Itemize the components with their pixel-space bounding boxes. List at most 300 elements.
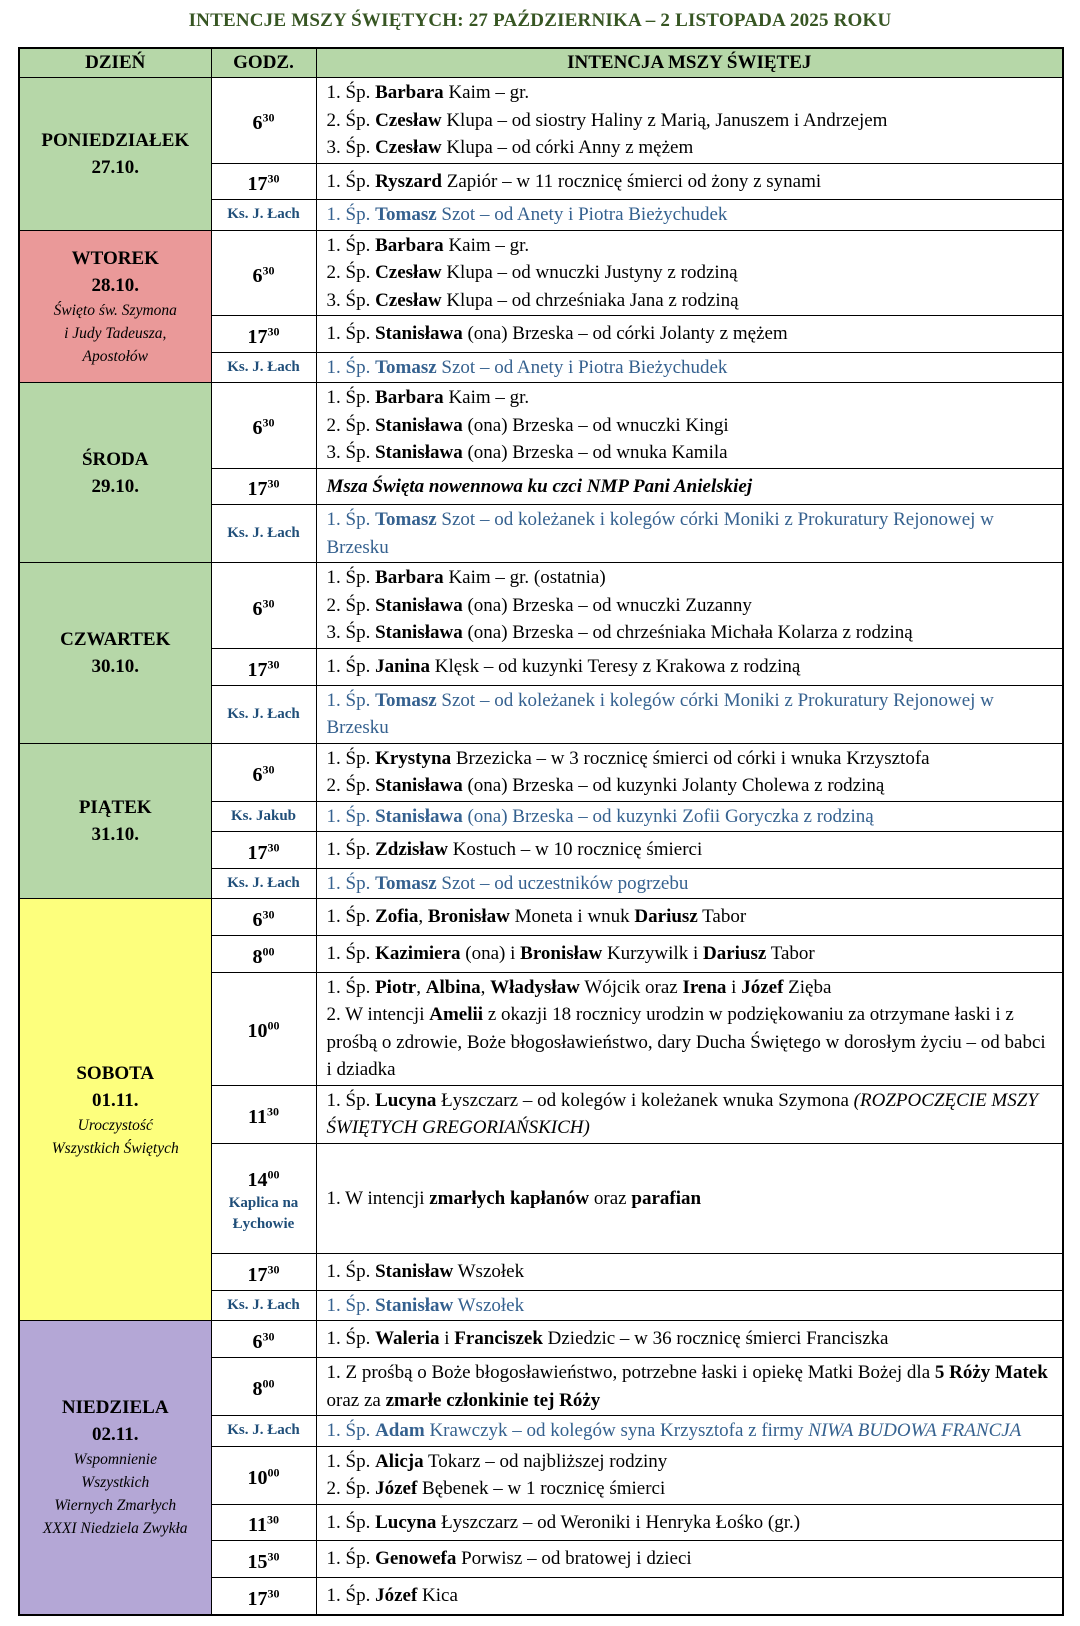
intention-line xyxy=(327,803,1053,831)
intention-line xyxy=(327,1185,1053,1213)
text-segment: Dziedzic – w 36 rocznicę śmierci Franciszka xyxy=(542,1328,889,1350)
time-cell xyxy=(211,505,316,563)
intention-line xyxy=(327,1448,1053,1476)
text-segment: oraz xyxy=(589,1187,632,1209)
intention-line xyxy=(327,1087,1053,1142)
text-segment: Kaim – gr. (ostatnia) xyxy=(443,567,606,589)
text-segment: Kostuch – w 10 rocznicę śmierci xyxy=(447,839,703,861)
day-cell xyxy=(19,1321,211,1615)
intention-line xyxy=(327,1001,1053,1084)
day-subtitle: Wspomnienie xyxy=(73,1451,157,1469)
text-segment: Bronisław xyxy=(427,906,510,928)
intention-cell xyxy=(316,163,1063,200)
day-subtitle: Wszystkich Świętych xyxy=(51,1139,179,1157)
intention-cell xyxy=(316,801,1063,832)
mass-intentions-table xyxy=(18,47,1064,1616)
text-segment: , xyxy=(416,976,426,998)
time-hour: $6^{30}$ xyxy=(252,263,275,287)
intention-line xyxy=(327,287,1053,315)
day-subtitle: i Judy Tadeusza, xyxy=(64,324,167,342)
time-hour: $6^{30}$ xyxy=(252,595,275,620)
text-segment: 1. Śp. xyxy=(326,805,376,827)
text-segment: i xyxy=(726,976,742,998)
intention-line xyxy=(327,1582,1053,1610)
header-time: GODZ. xyxy=(211,48,316,78)
text-segment: Lucyna xyxy=(375,1511,437,1533)
text-segment: (ona) Brzeska – od kuzynki Zofii Goryczka z rodziną xyxy=(462,805,874,827)
time-hour: $11^{30}$ xyxy=(248,1512,279,1537)
priest-label: Ks. J. Łach xyxy=(227,1422,300,1439)
intention-line xyxy=(327,1258,1053,1286)
intention-cell xyxy=(316,1085,1063,1143)
intention-cell xyxy=(316,1143,1063,1254)
text-segment: Szot – od koleżanek i kolegów córki Moniki z Prokuratury Rejonowej w Brzesku xyxy=(326,689,994,739)
text-segment: Klęsk – od kuzynki Teresy z Krakowa z rodziną xyxy=(430,656,801,678)
intention-line xyxy=(327,870,1053,898)
time-minutes: 30 xyxy=(267,171,280,186)
text-segment: 1. Śp. xyxy=(326,1294,376,1316)
text-segment: Łyszczarz – od Weroniki i Henryka Łośko (gr.) xyxy=(436,1511,801,1533)
text-segment: Zapiór – w 11 rocznicę śmierci od żony z synami xyxy=(441,170,822,192)
text-segment: Władysław xyxy=(490,976,580,998)
text-segment: Szot – od uczestników pogrzebu xyxy=(436,872,689,894)
intention-line xyxy=(327,79,1053,107)
text-segment: Kaim – gr. xyxy=(443,82,530,103)
intention-cell xyxy=(316,200,1063,231)
intention-line xyxy=(327,439,1053,467)
day-name: WTOREK xyxy=(71,247,159,269)
day-name: CZWARTEK xyxy=(60,629,171,651)
time-value xyxy=(216,756,312,788)
intention-cell xyxy=(316,1504,1063,1541)
time-value xyxy=(216,1459,312,1491)
intention-line xyxy=(327,653,1053,681)
text-segment: 1. Śp. xyxy=(326,1261,376,1283)
day-date: 28.10. xyxy=(91,274,139,296)
text-segment: Wszołek xyxy=(453,1294,525,1316)
day-date: 31.10. xyxy=(91,823,139,845)
time-value xyxy=(216,1256,312,1288)
time-minutes: 30 xyxy=(267,1549,280,1564)
text-segment: 1. Śp. xyxy=(326,943,376,965)
time-cell xyxy=(211,1416,316,1447)
time-value xyxy=(216,1323,312,1355)
text-segment: Stanisława xyxy=(375,805,463,827)
time-cell xyxy=(211,352,316,383)
text-segment: Barbara xyxy=(375,387,444,409)
time-minutes: 30 xyxy=(262,263,275,278)
text-segment: zmarłych kapłanów xyxy=(429,1187,590,1209)
day-name: SOBOTA xyxy=(76,1062,155,1084)
day-date: 29.10. xyxy=(91,475,139,497)
text-segment: Szot – od Anety i Piotra Bieżychudek xyxy=(436,356,728,378)
text-segment: Łyszczarz – od kolegów i koleżanek wnuka Szymona xyxy=(436,1089,854,1111)
text-segment: 1. Śp. xyxy=(326,976,376,998)
time-cell xyxy=(211,972,316,1085)
time-value xyxy=(216,104,312,136)
intention-line xyxy=(327,772,1053,800)
time-minutes: 30 xyxy=(267,476,280,491)
text-segment: Waleria xyxy=(375,1328,440,1350)
time-value xyxy=(216,651,312,683)
time-hour: $17^{30}$ xyxy=(247,1262,280,1286)
time-cell xyxy=(211,1577,316,1614)
text-segment: 1. Śp. xyxy=(326,356,376,378)
day-cell xyxy=(19,230,211,383)
text-segment: (ona) Brzeska – od wnuka Kamila xyxy=(462,442,728,464)
time-cell xyxy=(211,832,316,869)
intention-cell xyxy=(316,505,1063,563)
text-segment: Józef xyxy=(375,1584,418,1606)
intention-cell xyxy=(316,1254,1063,1291)
text-segment: Klupa – od wnuczki Justyny z rodziną xyxy=(441,262,738,284)
table-body xyxy=(19,78,1063,1615)
time-minutes: 30 xyxy=(262,595,275,610)
day-name: PONIEDZIAŁEK xyxy=(41,129,190,151)
text-segment: Czesław xyxy=(375,137,442,158)
intention-line xyxy=(327,1417,1053,1445)
text-segment: 1. Śp. xyxy=(326,1548,376,1570)
intention-line xyxy=(327,232,1053,260)
time-value xyxy=(216,257,312,289)
text-segment: Kaim – gr. xyxy=(443,387,530,409)
intention-line xyxy=(327,354,1053,382)
text-segment: (ona) Brzeska – od córki Jolanty z mężem xyxy=(462,323,788,345)
intention-line xyxy=(327,1292,1053,1320)
text-segment: 1. Śp. xyxy=(326,1584,376,1606)
time-cell xyxy=(211,468,316,505)
time-cell xyxy=(211,163,316,200)
text-segment: Zofia xyxy=(375,906,419,928)
intention-line xyxy=(327,320,1053,348)
day-subtitle: Wiernych Zmarłych xyxy=(54,1497,177,1515)
table-row xyxy=(19,743,1063,801)
text-segment: Krystyna xyxy=(375,747,452,769)
priest-label: Kaplica na Łychowie xyxy=(228,1195,299,1233)
intention-line xyxy=(327,564,1053,592)
text-segment: Kazimiera xyxy=(375,943,461,965)
intention-cell xyxy=(316,468,1063,505)
time-hour: $17^{30}$ xyxy=(247,476,280,501)
day-cell xyxy=(19,899,211,1321)
time-hour: $6^{30}$ xyxy=(252,762,275,786)
table-row xyxy=(19,383,1063,469)
time-minutes: 30 xyxy=(262,762,275,777)
text-segment: Klupa – od siostry Haliny z Marią, Januszem i Andrzejem xyxy=(441,109,888,131)
text-segment: 2. Śp. xyxy=(326,262,376,284)
time-cell xyxy=(211,1504,316,1541)
text-segment: Tomasz xyxy=(375,872,437,894)
time-cell xyxy=(211,1143,316,1254)
time-cell xyxy=(211,383,316,469)
time-value xyxy=(216,1371,312,1403)
time-value xyxy=(216,1507,312,1539)
time-minutes: 00 xyxy=(267,1018,280,1033)
text-segment: Barbara xyxy=(375,567,444,589)
text-segment: z okazji 18 rocznicy urodzin w podziękowaniu za otrzymane łaski i z prośbą o zdrowie, Boże błogosławieństwo, dary Ducha Świętego w dorosłym życiu – od babci i dziadka xyxy=(326,1004,1046,1081)
time-minutes: 30 xyxy=(267,1585,280,1600)
time-minutes: 30 xyxy=(267,1262,280,1277)
time-cell xyxy=(211,935,316,972)
time-cell xyxy=(211,1085,316,1143)
time-cell xyxy=(211,200,316,231)
text-segment: 1. Śp. xyxy=(326,509,376,531)
table-row xyxy=(19,563,1063,649)
text-segment: , xyxy=(418,906,428,928)
text-segment: Józef xyxy=(375,1478,418,1500)
intention-line xyxy=(327,506,1053,561)
intention-cell xyxy=(316,316,1063,353)
priest-label: Ks. J. Łach xyxy=(227,359,300,376)
text-segment: Albina xyxy=(425,976,481,998)
time-cell xyxy=(211,1358,316,1416)
time-cell xyxy=(211,563,316,649)
text-segment: Tomasz xyxy=(375,356,437,378)
text-segment: 1. Śp. xyxy=(326,323,376,345)
intention-cell xyxy=(316,832,1063,869)
intention-line xyxy=(327,134,1053,162)
text-segment: 1. Śp. xyxy=(326,204,376,226)
intention-line xyxy=(327,168,1053,196)
text-segment: (ona) Brzeska – od chrześniaka Michała Kolarza z rodziną xyxy=(462,622,913,644)
intention-line xyxy=(327,592,1053,620)
text-segment: parafian xyxy=(631,1187,702,1209)
text-segment: Stanisława xyxy=(375,442,463,464)
time-minutes: 30 xyxy=(262,1329,275,1344)
time-cell xyxy=(211,1290,316,1321)
text-segment: 1. Z prośbą o Boże błogosławieństwo, potrzebne łaski i opiekę Matki Bożej dla xyxy=(326,1362,935,1384)
text-segment: 3. Śp. xyxy=(326,289,376,311)
priest-label: Ks. J. Łach xyxy=(227,1297,300,1314)
text-segment: 1. Śp. xyxy=(326,82,376,103)
time-value xyxy=(216,1580,312,1612)
table-header xyxy=(19,48,1063,78)
text-segment: Zdzisław xyxy=(375,839,448,861)
day-subtitle: Święto św. Szymona xyxy=(53,301,177,319)
time-hour: $6^{30}$ xyxy=(252,110,275,135)
text-segment: 1. Śp. xyxy=(326,1089,376,1111)
text-segment: 1. Śp. xyxy=(326,656,376,678)
intention-line xyxy=(327,687,1053,742)
text-segment: 1. Śp. xyxy=(326,1450,376,1472)
text-segment: Franciszek xyxy=(454,1328,543,1350)
time-minutes: 30 xyxy=(267,656,280,671)
time-cell xyxy=(211,1446,316,1504)
time-value xyxy=(216,1098,312,1130)
text-segment: Barbara xyxy=(375,82,444,103)
day-name: NIEDZIELA xyxy=(61,1397,169,1419)
intention-cell xyxy=(316,972,1063,1085)
header-row xyxy=(19,48,1063,78)
time-cell xyxy=(211,316,316,353)
time-cell xyxy=(211,1321,316,1358)
time-hour: $10^{00}$ xyxy=(247,1465,280,1489)
text-segment: 1. Śp. xyxy=(326,170,376,192)
intention-cell xyxy=(316,1416,1063,1447)
text-segment: Stanisława xyxy=(375,414,463,436)
day-date: 30.10. xyxy=(91,656,139,678)
priest-label: Ks. J. Łach xyxy=(227,875,300,892)
time-hour: $17^{30}$ xyxy=(247,656,280,681)
day-date: 01.11. xyxy=(92,1089,139,1111)
intention-line xyxy=(327,974,1053,1002)
text-segment: 1. Śp. xyxy=(326,567,376,589)
text-segment: Stanisława xyxy=(375,323,463,345)
intention-cell xyxy=(316,383,1063,469)
priest-label: Ks. Jakub xyxy=(230,807,297,824)
text-segment: 2. Śp. xyxy=(326,594,376,616)
text-segment: Bronisław xyxy=(520,943,603,965)
text-segment: Lucyna xyxy=(375,1089,437,1111)
time-cell xyxy=(211,868,316,899)
time-hour: $6^{30}$ xyxy=(252,907,275,931)
priest-label: Ks. J. Łach xyxy=(227,206,300,223)
text-segment: Amelii xyxy=(429,1004,484,1026)
text-segment: 3. Śp. xyxy=(326,622,376,644)
day-subtitle: Uroczystość xyxy=(77,1116,153,1134)
time-hour: $14^{00}$ xyxy=(247,1167,280,1192)
day-date: 27.10. xyxy=(91,156,139,178)
text-segment: Stanisław xyxy=(375,1261,454,1283)
text-segment: Piotr xyxy=(375,976,417,998)
time-minutes: 30 xyxy=(267,324,280,339)
text-segment: Czesław xyxy=(375,289,442,311)
text-segment: Tabor xyxy=(697,906,747,928)
text-segment: (ona) Brzeska – od wnuczki Kingi xyxy=(462,414,729,436)
text-segment: (ROZPOCZĘCIE MSZY ŚWIĘTYCH GREGORIAŃSKICH) xyxy=(326,1089,1038,1139)
intention-cell xyxy=(316,743,1063,801)
intention-line xyxy=(327,1475,1053,1503)
text-segment: 2. Śp. xyxy=(326,1478,376,1500)
time-value xyxy=(216,1543,312,1575)
day-cell xyxy=(19,383,211,563)
text-segment: Tabor xyxy=(766,943,815,965)
time-value xyxy=(216,471,312,503)
time-minutes: 30 xyxy=(266,1104,279,1119)
time-value xyxy=(216,901,312,933)
table-row xyxy=(19,899,1063,936)
text-segment: zmarłe członkinie tej Róży xyxy=(385,1389,601,1411)
time-minutes: 30 xyxy=(262,907,275,922)
text-segment: Stanisława xyxy=(375,775,463,797)
time-value xyxy=(216,1162,312,1194)
text-segment: Kurzywilk i xyxy=(602,943,703,965)
text-segment: Szot – od koleżanek i kolegów córki Moniki z Prokuratury Rejonowej w Brzesku xyxy=(326,509,994,558)
text-segment: Tokarz – od najbliższej rodziny xyxy=(423,1450,668,1472)
text-segment: 3. Śp. xyxy=(326,442,376,464)
header-intention: INTENCJA MSZY ŚWIĘTEJ xyxy=(316,48,1063,78)
text-segment: (ona) i xyxy=(460,943,521,965)
intention-cell xyxy=(316,685,1063,743)
intention-cell xyxy=(316,868,1063,899)
text-segment: Stanisław xyxy=(375,1294,454,1316)
time-hour: $17^{30}$ xyxy=(247,324,280,348)
text-segment: Msza Święta nowennowa ku czci NMP Pani Anielskiej xyxy=(326,475,753,497)
time-minutes: 30 xyxy=(262,415,275,430)
time-cell xyxy=(211,743,316,801)
text-segment: Janina xyxy=(375,656,430,678)
day-name: ŚRODA xyxy=(81,448,149,470)
text-segment: Zięba xyxy=(783,976,832,998)
text-segment: Ryszard xyxy=(375,170,442,192)
text-segment: Tomasz xyxy=(375,509,437,531)
time-cell xyxy=(211,685,316,743)
day-cell xyxy=(19,563,211,743)
intention-cell xyxy=(316,1446,1063,1504)
intention-cell xyxy=(316,78,1063,164)
time-hour: $11^{30}$ xyxy=(248,1104,279,1128)
text-segment: Stanisława xyxy=(375,622,463,644)
intention-cell xyxy=(316,1321,1063,1358)
intention-line xyxy=(327,384,1053,412)
text-segment: Moneta i wnuk xyxy=(509,906,635,928)
time-hour: $17^{30}$ xyxy=(247,840,280,864)
intention-cell xyxy=(316,230,1063,316)
time-minutes: 00 xyxy=(267,1465,280,1480)
text-segment: Klupa – od córki Anny z mężem xyxy=(441,137,694,158)
intention-cell xyxy=(316,935,1063,972)
time-minutes: 30 xyxy=(267,840,280,855)
intention-cell xyxy=(316,648,1063,685)
time-cell xyxy=(211,78,316,164)
text-segment: Wójcik oraz xyxy=(579,976,683,998)
time-cell xyxy=(211,648,316,685)
text-segment: 5 Róży Matek xyxy=(934,1362,1048,1384)
text-segment: Dariusz xyxy=(702,943,767,965)
text-segment: Józef xyxy=(741,976,784,998)
time-value xyxy=(216,318,312,350)
time-value xyxy=(216,590,312,622)
time-hour: $6^{30}$ xyxy=(252,1329,275,1354)
text-segment: Kica xyxy=(417,1584,458,1606)
text-segment: 1. W intencji xyxy=(326,1187,430,1209)
time-cell xyxy=(211,801,316,832)
text-segment: Brzezicka – w 3 rocznicę śmierci od córki i wnuka Krzysztofa xyxy=(451,747,930,769)
intention-cell xyxy=(316,899,1063,936)
text-segment: Tomasz xyxy=(375,689,437,711)
text-segment: Klupa – od chrześniaka Jana z rodziną xyxy=(441,289,739,311)
text-segment: Dariusz xyxy=(634,906,698,928)
time-value xyxy=(216,166,312,198)
time-value xyxy=(216,938,312,970)
time-hour: $17^{30}$ xyxy=(247,171,280,196)
day-subtitle: XXXI Niedziela Zwykła xyxy=(42,1520,188,1538)
text-segment: Porwisz – od bratowej i dzieci xyxy=(456,1548,692,1570)
text-segment: 1. Śp. xyxy=(326,1420,376,1442)
time-cell xyxy=(211,230,316,316)
text-segment: 1. Śp. xyxy=(326,387,376,409)
text-segment: 2. Śp. xyxy=(326,775,376,797)
text-segment: , xyxy=(480,976,491,998)
table-row xyxy=(19,230,1063,316)
text-segment: Szot – od Anety i Piotra Bieżychudek xyxy=(436,204,728,226)
time-value xyxy=(216,834,312,866)
time-minutes: 30 xyxy=(266,1512,279,1527)
time-minutes: 00 xyxy=(267,1167,280,1182)
text-segment: 1. Śp. xyxy=(326,234,376,256)
text-segment: 1. Śp. xyxy=(326,1328,376,1350)
intention-line xyxy=(327,259,1053,287)
intention-line xyxy=(327,1509,1053,1537)
text-segment: 1. Śp. xyxy=(326,747,376,769)
time-minutes: 30 xyxy=(262,110,275,125)
intention-line xyxy=(327,745,1053,773)
text-segment: Barbara xyxy=(375,234,444,256)
intention-line xyxy=(327,107,1053,135)
text-segment: Wszołek xyxy=(453,1261,525,1283)
text-segment: (ona) Brzeska – od wnuczki Zuzanny xyxy=(462,594,752,616)
time-value xyxy=(216,1013,312,1045)
